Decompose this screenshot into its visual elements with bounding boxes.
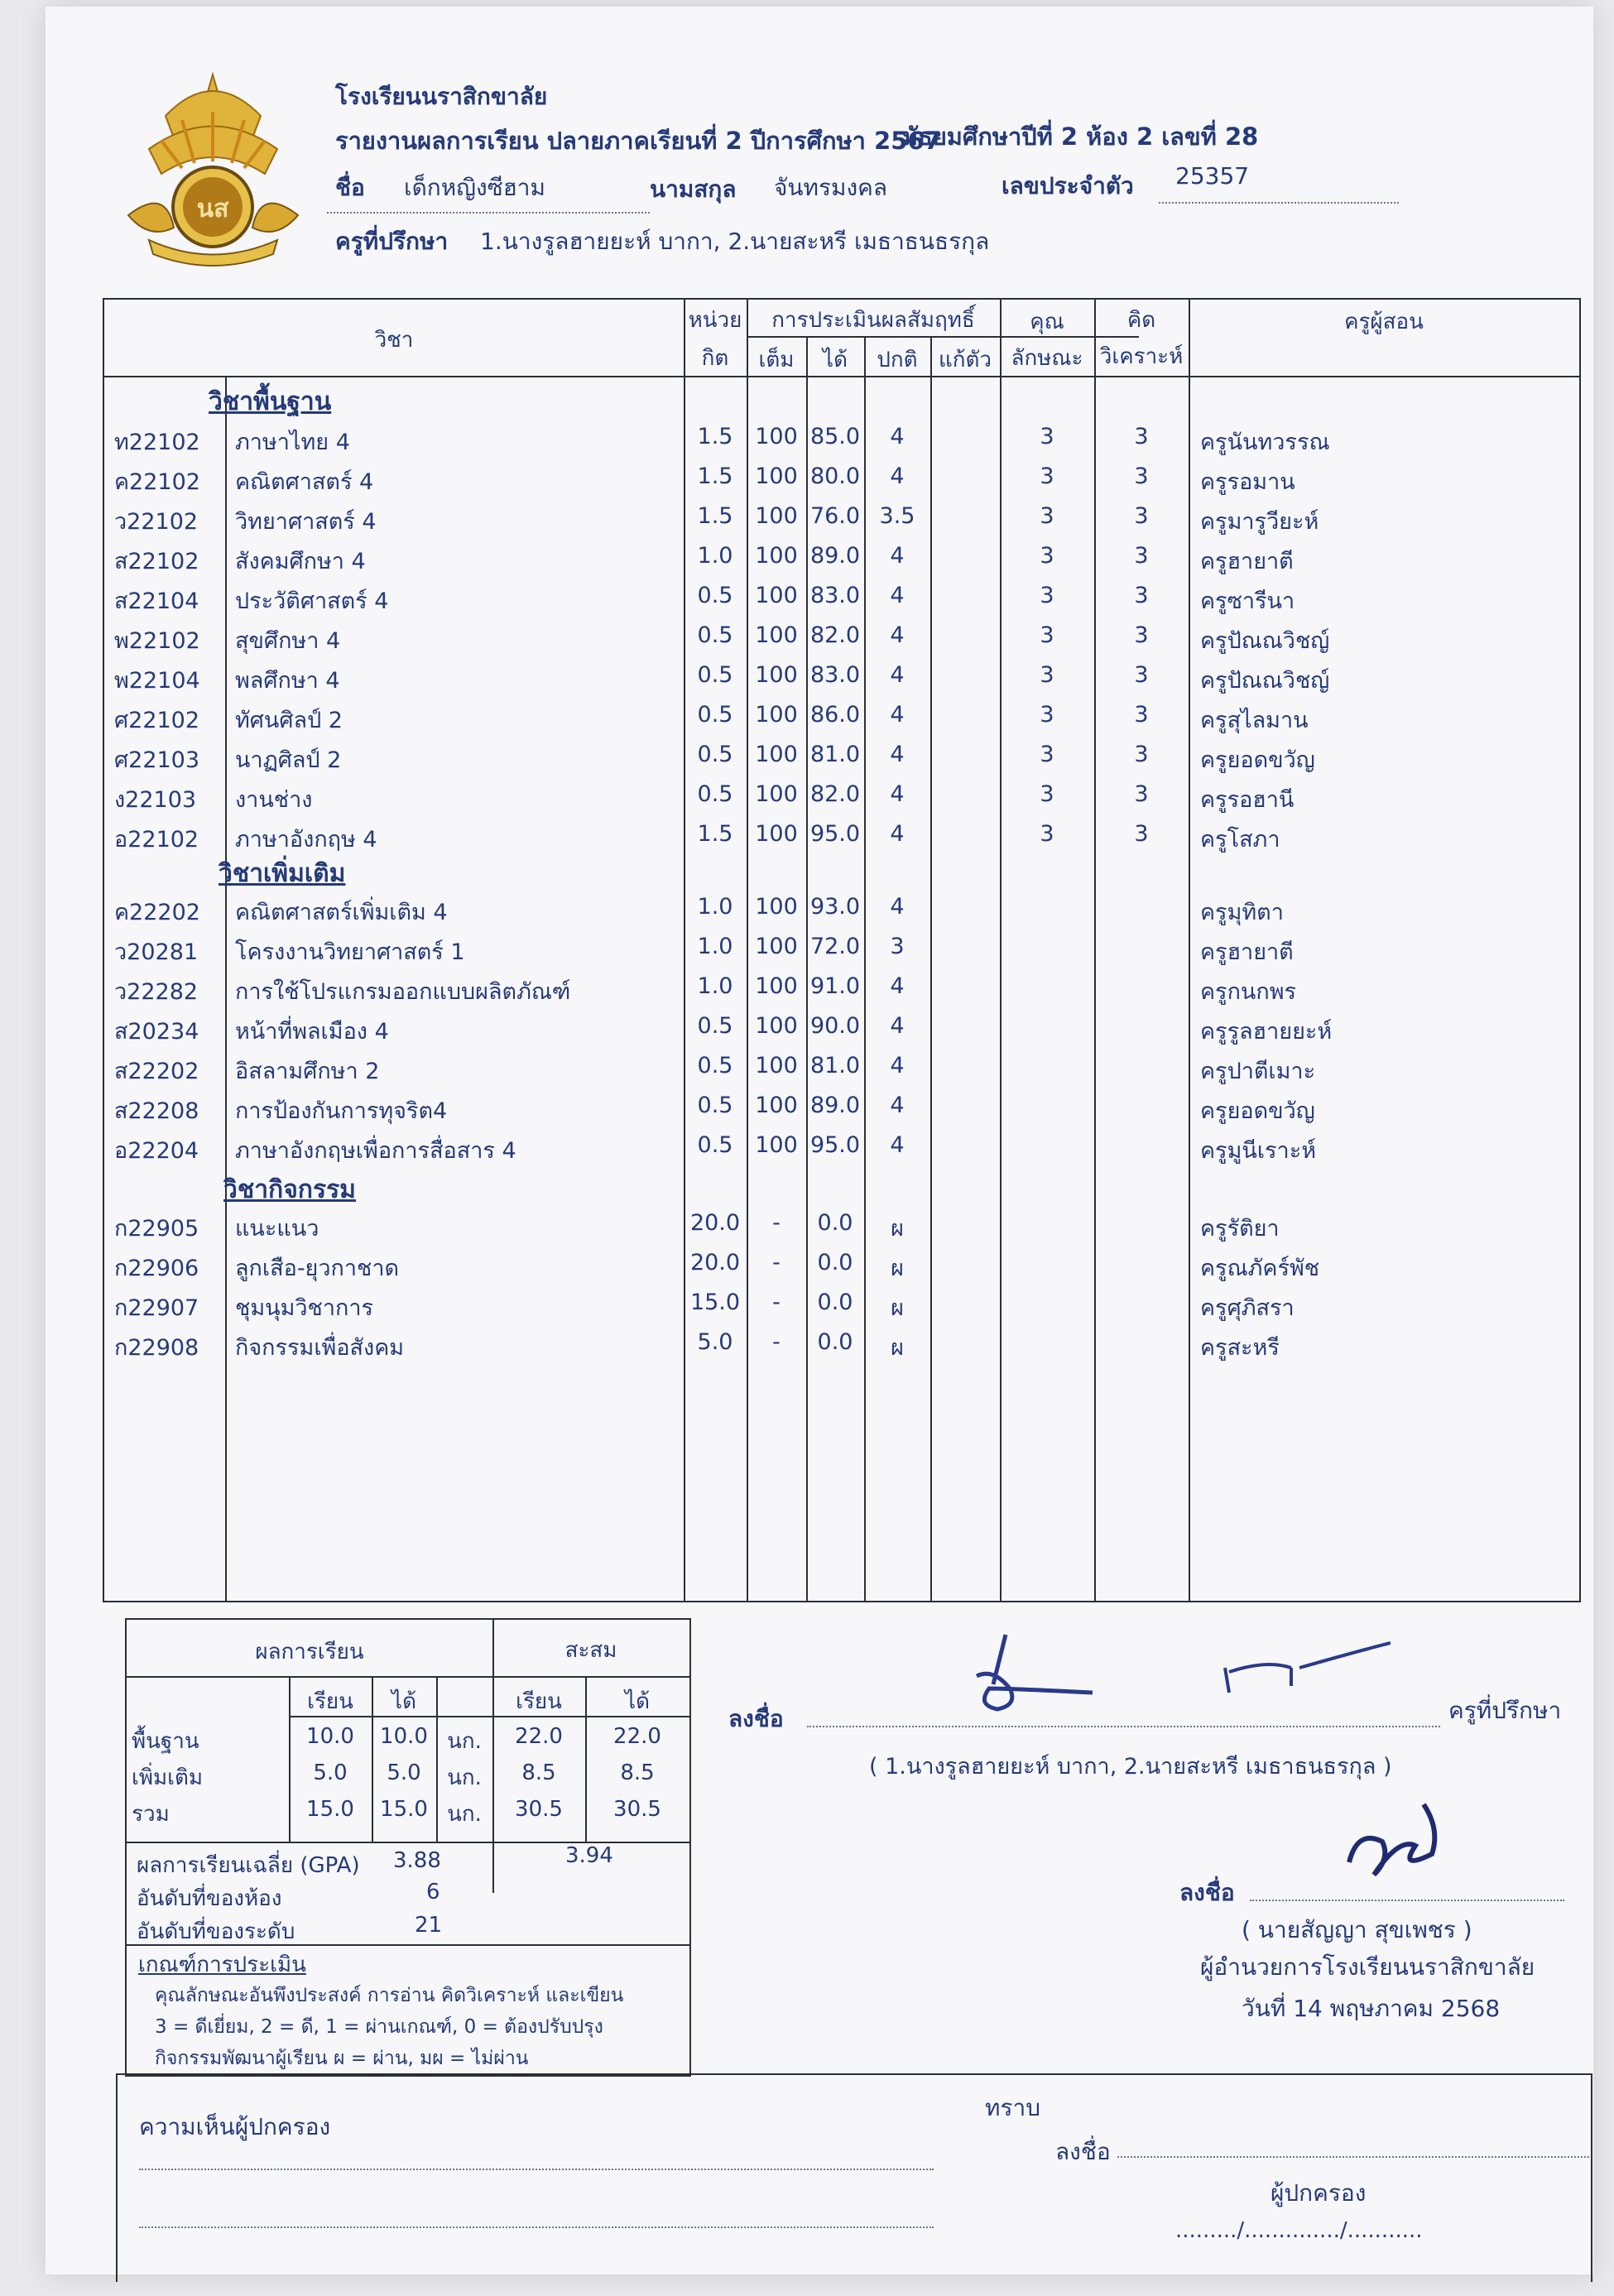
- cell-quality: 3: [1040, 702, 1054, 728]
- cell-code: ก22908: [114, 1335, 199, 1361]
- cell-full: 100: [755, 973, 798, 999]
- cell-name: วิทยาศาสตร์ 4: [235, 509, 377, 535]
- cell-think: 3: [1134, 464, 1149, 489]
- name-dotline: [327, 212, 650, 214]
- parent-comment-line-2[interactable]: [139, 2226, 934, 2228]
- got-label: ได้: [391, 1689, 416, 1714]
- cell-teacher: ครูซารีนา: [1200, 588, 1295, 614]
- cell-full: 100: [755, 1013, 798, 1039]
- summary-label: พื้นฐาน: [132, 1729, 199, 1754]
- cell-full: 100: [755, 503, 798, 529]
- cell-think: 3: [1134, 543, 1149, 569]
- summary-box: [125, 1618, 691, 2077]
- header-credit-top: หน่วย: [688, 308, 742, 333]
- cell-full: 100: [755, 821, 798, 847]
- cell-grade: 3.5: [879, 503, 915, 529]
- cell-code: อ22204: [114, 1138, 199, 1164]
- summary-unit: นก.: [447, 1729, 482, 1754]
- cell-teacher: ครูยอดขวัญ: [1200, 1098, 1315, 1124]
- parent-sign-dotline[interactable]: [1117, 2156, 1589, 2158]
- cell-think: 3: [1134, 503, 1149, 529]
- cell-credit: 20.0: [689, 1250, 741, 1275]
- summary-study: 15.0: [306, 1797, 354, 1822]
- cell-grade: 4: [890, 742, 905, 767]
- cell-name: พลศึกษา 4: [235, 668, 340, 694]
- cell-code: ส22208: [114, 1098, 199, 1124]
- quality-col-line: [1000, 300, 1002, 1601]
- cell-code: ส22202: [114, 1059, 199, 1084]
- cell-full: 100: [755, 583, 798, 608]
- cell-full: 100: [755, 662, 798, 688]
- cell-teacher: ครูฮายาตี: [1200, 939, 1294, 965]
- cell-got: 83.0: [809, 662, 861, 688]
- cell-quality: 3: [1040, 464, 1054, 489]
- cell-code: ก22906: [114, 1256, 199, 1281]
- cell-code: อ22102: [114, 827, 199, 853]
- cell-full: 100: [755, 742, 798, 767]
- cell-name: การใช้โปรแกรมออกแบบผลิตภัณฑ์: [235, 979, 571, 1005]
- cell-code: พ22104: [114, 668, 200, 694]
- cell-grade: 4: [890, 424, 905, 449]
- student-id-label: เลขประจำตัว: [1002, 172, 1134, 199]
- cell-full: -: [772, 1329, 781, 1355]
- cell-teacher: ครูณภัคร์พัช: [1200, 1256, 1320, 1281]
- level-rank-value: 21: [415, 1913, 443, 1938]
- cell-got: 95.0: [809, 821, 861, 847]
- cell-credit: 1.5: [697, 821, 733, 847]
- cell-teacher: ครูสะหรี: [1200, 1335, 1280, 1361]
- cell-quality: 3: [1040, 622, 1054, 648]
- cell-name: อิสลามศึกษา 2: [235, 1059, 380, 1084]
- section-additional: วิชาเพิ่มเติม: [219, 859, 346, 888]
- think-col-line: [1094, 300, 1096, 1601]
- cell-grade: 4: [890, 543, 905, 569]
- cell-got: 89.0: [809, 1093, 861, 1118]
- director-sign-label: ลงชื่อ: [1179, 1879, 1235, 1906]
- cell-teacher: ครูโสภา: [1200, 827, 1280, 853]
- cell-grade: ผ: [891, 1216, 904, 1242]
- level-rank-label: อันดับที่ของระดับ: [137, 1919, 295, 1944]
- summary-cum-got: 30.5: [613, 1797, 661, 1822]
- summary-got: 15.0: [380, 1797, 428, 1822]
- cell-got: 82.0: [809, 622, 861, 648]
- director-sign-dotline: [1250, 1900, 1564, 1901]
- cell-think: 3: [1134, 424, 1149, 449]
- cell-credit: 1.5: [697, 464, 733, 489]
- summary-study: 10.0: [306, 1724, 354, 1749]
- cell-full: 100: [755, 702, 798, 728]
- parent-sign-label: ลงชื่อ: [1055, 2138, 1111, 2165]
- cell-grade: ผ: [891, 1256, 904, 1281]
- cell-teacher: ครูรัติยา: [1200, 1216, 1280, 1242]
- class-rank-label: อันดับที่ของห้อง: [137, 1886, 282, 1911]
- student-name: เด็กหญิงซีฮาม: [404, 174, 545, 201]
- parent-comment-line-1[interactable]: [139, 2169, 934, 2170]
- cell-code: ท22102: [114, 430, 200, 455]
- cell-credit: 0.5: [697, 781, 733, 807]
- cell-credit: 0.5: [697, 622, 733, 648]
- cell-got: 93.0: [809, 894, 861, 920]
- teacher-col-line: [1189, 300, 1190, 1601]
- grades-table: [103, 298, 1581, 1602]
- cell-grade: 4: [890, 894, 905, 920]
- cell-full: 100: [755, 543, 798, 569]
- section-activity: วิชากิจกรรม: [223, 1175, 356, 1204]
- cell-code: พ22102: [114, 628, 200, 654]
- cell-name: ชุมนุมวิชาการ: [235, 1295, 374, 1321]
- cell-name: สุขศึกษา 4: [235, 628, 341, 654]
- cell-grade: 4: [890, 781, 905, 807]
- parent-comment-box: [116, 2073, 1592, 2282]
- cell-teacher: ครูมุทิตา: [1200, 900, 1284, 925]
- cell-code: ก22907: [114, 1295, 199, 1321]
- cell-got: 80.0: [809, 464, 861, 489]
- gpa-label: ผลการเรียนเฉลี่ย (GPA): [137, 1853, 360, 1878]
- remedial-col-line: [930, 336, 932, 1601]
- cell-credit: 0.5: [697, 583, 733, 608]
- cell-think: 3: [1134, 821, 1149, 847]
- summary-cum-study: 30.5: [515, 1797, 563, 1822]
- cell-credit: 1.5: [697, 424, 733, 449]
- cell-name: คณิตศาสตร์เพิ่มเติม 4: [235, 900, 448, 925]
- cell-quality: 3: [1040, 424, 1054, 449]
- cell-name: งานช่าง: [235, 787, 313, 813]
- cell-quality: 3: [1040, 742, 1054, 767]
- director-name: ( นายสัญญา สุขเพชร ): [1242, 1916, 1472, 1943]
- summary-title-line: [127, 1676, 689, 1678]
- header-credit-bottom: กิต: [701, 346, 729, 371]
- summary-got: 5.0: [387, 1760, 421, 1785]
- cell-teacher: ครูสุไลมาน: [1200, 708, 1309, 733]
- cell-name: ภาษาอังกฤษเพื่อการสื่อสาร 4: [235, 1138, 516, 1164]
- cell-credit: 5.0: [697, 1329, 733, 1355]
- cell-got: 0.0: [817, 1250, 853, 1275]
- cell-name: หน้าที่พลเมือง 4: [235, 1019, 389, 1045]
- cell-got: 89.0: [809, 543, 861, 569]
- header-remedial: แก้ตัว: [939, 348, 992, 372]
- header-normal: ปกติ: [877, 348, 918, 372]
- cell-got: 72.0: [809, 934, 861, 959]
- advisor-names: 1.นางรูลฮายยะห์ บากา, 2.นายสะหรี เมธาธนธรกุล: [480, 228, 990, 255]
- cell-got: 95.0: [809, 1132, 861, 1158]
- cell-code: ศ22103: [114, 747, 200, 773]
- svg-text:นส: นส: [196, 195, 229, 223]
- section-basic: วิชาพื้นฐาน: [209, 387, 332, 416]
- cell-full: 100: [755, 1053, 798, 1078]
- summary-label: เพิ่มเติม: [132, 1765, 204, 1790]
- header-assessment: การประเมินผลสัมฤทธิ์: [771, 308, 975, 333]
- cell-teacher: ครูปาตีเมาะ: [1200, 1059, 1316, 1084]
- cum-got-label: ได้: [625, 1689, 650, 1714]
- results-label: ผลการเรียน: [255, 1640, 364, 1664]
- study-label: เรียน: [307, 1689, 353, 1714]
- cell-think: 3: [1134, 622, 1149, 648]
- cell-grade: 4: [890, 583, 905, 608]
- header-think-bottom: วิเคราะห์: [1099, 344, 1184, 369]
- cell-got: 0.0: [817, 1290, 853, 1315]
- cell-think: 3: [1134, 662, 1149, 688]
- director-signature: [1341, 1796, 1448, 1887]
- cell-teacher: ครูกนกพร: [1200, 979, 1297, 1005]
- cell-credit: 0.5: [697, 1013, 733, 1039]
- header-teacher: ครูผู้สอน: [1344, 310, 1424, 334]
- cell-name: คณิตศาสตร์ 4: [235, 469, 374, 495]
- cell-name: กิจกรรมเพื่อสังคม: [235, 1335, 405, 1361]
- summary-unit: นก.: [447, 1802, 482, 1827]
- cell-full: 100: [755, 781, 798, 807]
- cell-code: ส22104: [114, 588, 199, 614]
- cell-grade: 4: [890, 973, 905, 999]
- cell-got: 81.0: [809, 742, 861, 767]
- cell-name: ประวัติศาสตร์ 4: [235, 588, 389, 614]
- advisor-names-signature: ( 1.นางรูลฮายยะห์ บากา, 2.นายสะหรี เมธาธนธรกุล ): [869, 1754, 1392, 1780]
- cell-grade: 4: [890, 464, 905, 489]
- advisor-label: ครูที่ปรึกษา: [335, 228, 449, 255]
- cell-code: ว22102: [114, 509, 199, 535]
- cell-name: สังคมศึกษา 4: [235, 549, 366, 574]
- cell-think: 3: [1134, 781, 1149, 807]
- advisor-role: ครูที่ปรึกษา: [1448, 1697, 1562, 1724]
- cell-credit: 0.5: [697, 1132, 733, 1158]
- cell-grade: 3: [890, 934, 905, 959]
- criteria-line-3: กิจกรรมพัฒนาผู้เรียน ผ = ผ่าน, มผ = ไม่ผ่าน: [155, 2048, 529, 2069]
- header-subject: วิชา: [374, 328, 414, 353]
- cell-credit: 1.0: [697, 894, 733, 920]
- cell-got: 86.0: [809, 702, 861, 728]
- cell-credit: 1.5: [697, 503, 733, 529]
- cell-teacher: ครูศุภิสรา: [1200, 1295, 1295, 1321]
- cell-name: นาฏศิลป์ 2: [235, 747, 342, 773]
- header-quality-bottom: ลักษณะ: [1011, 346, 1083, 371]
- cell-quality: 3: [1040, 821, 1054, 847]
- cell-think: 3: [1134, 702, 1149, 728]
- cell-code: ว20281: [114, 939, 199, 965]
- cell-code: ง22103: [114, 787, 197, 813]
- header-think-top: คิด: [1126, 308, 1156, 333]
- cell-grade: 4: [890, 821, 905, 847]
- cell-teacher: ครูรอมาน: [1200, 469, 1295, 495]
- cell-full: 100: [755, 464, 798, 489]
- cell-got: 0.0: [817, 1210, 853, 1236]
- report-title: รายงานผลการเรียน ปลายภาคเรียนที่ 2 ปีการศึกษา 2567: [335, 127, 941, 155]
- name-label: ชื่อ: [335, 174, 365, 201]
- advisor-signatures: [927, 1626, 1391, 1742]
- cell-code: ศ22102: [114, 708, 200, 733]
- cell-credit: 0.5: [697, 662, 733, 688]
- cell-credit: 15.0: [689, 1290, 741, 1315]
- cell-credit: 0.5: [697, 742, 733, 767]
- cell-quality: 3: [1040, 503, 1054, 529]
- cell-full: 100: [755, 934, 798, 959]
- cell-code: ส20234: [114, 1019, 199, 1045]
- summary-unit: นก.: [447, 1765, 482, 1790]
- cell-code: ว22282: [114, 979, 199, 1005]
- cell-teacher: ครูฮายาตี: [1200, 549, 1294, 574]
- cell-credit: 0.5: [697, 702, 733, 728]
- cell-got: 85.0: [809, 424, 861, 449]
- cum-gpa-value: 3.94: [565, 1843, 613, 1868]
- parent-comment-label: ความเห็นผู้ปกครอง: [139, 2113, 331, 2140]
- cell-grade: 4: [890, 1053, 905, 1078]
- header-full: เต็ม: [758, 348, 795, 372]
- cell-name: ทัศนศิลป์ 2: [235, 708, 343, 733]
- cell-name: โครงงานวิทยาศาสตร์ 1: [235, 939, 465, 965]
- cell-quality: 3: [1040, 583, 1054, 608]
- student-surname: จันทรมงคล: [774, 174, 888, 201]
- summary-cum-study: 22.0: [515, 1724, 563, 1749]
- cell-teacher: ครูมารูวียะห์: [1200, 509, 1319, 535]
- cell-name: ลูกเสือ-ยุวกาชาด: [235, 1256, 400, 1281]
- cell-got: 81.0: [809, 1053, 861, 1078]
- cell-name: ภาษาอังกฤษ 4: [235, 827, 377, 853]
- cell-grade: 4: [890, 1013, 905, 1039]
- cumulative-label: สะสม: [564, 1638, 617, 1663]
- criteria-line-1: คุณลักษณะอันพึงประสงค์ การอ่าน คิดวิเคราะห์ และเขียน: [155, 1985, 624, 2006]
- summary-cum-got: 22.0: [613, 1724, 661, 1749]
- cell-grade: 4: [890, 622, 905, 648]
- cell-grade: 4: [890, 702, 905, 728]
- summary-got: 10.0: [380, 1724, 428, 1749]
- cell-teacher: ครูมูนีเราะห์: [1200, 1138, 1317, 1164]
- cell-grade: ผ: [891, 1295, 904, 1321]
- cell-got: 90.0: [809, 1013, 861, 1039]
- header-quality-top: คุณ: [1030, 310, 1064, 334]
- cell-credit: 1.0: [697, 973, 733, 999]
- cell-credit: 0.5: [697, 1093, 733, 1118]
- cell-code: ค22102: [114, 469, 200, 495]
- id-dotline: [1159, 202, 1399, 204]
- cum-study-label: เรียน: [516, 1689, 562, 1714]
- cell-quality: 3: [1040, 781, 1054, 807]
- cell-teacher: ครูรอฮานี: [1200, 787, 1295, 813]
- cell-teacher: ครูปัณณวิชญ์: [1200, 668, 1330, 694]
- cell-got: 0.0: [817, 1329, 853, 1355]
- school-name: โรงเรียนนราสิกขาลัย: [335, 83, 548, 110]
- cell-full: 100: [755, 894, 798, 920]
- acknowledge-label: ทราบ: [985, 2094, 1040, 2121]
- school-crest-logo: [116, 70, 310, 269]
- cell-credit: 20.0: [689, 1210, 741, 1236]
- class-rank-value: 6: [426, 1880, 440, 1905]
- gpa-value: 3.88: [393, 1848, 441, 1873]
- criteria-title: เกณฑ์การประเมิน: [138, 1953, 306, 1977]
- cell-full: -: [772, 1210, 781, 1236]
- cell-full: 100: [755, 622, 798, 648]
- cell-grade: 4: [890, 662, 905, 688]
- grade-info: มัธยมศึกษาปีที่ 2 ห้อง 2 เลขที่ 28: [902, 122, 1259, 151]
- cell-code: ส22102: [114, 549, 199, 574]
- cell-full: -: [772, 1290, 781, 1315]
- cell-think: 3: [1134, 742, 1149, 767]
- director-role: ผู้อำนวยการโรงเรียนนราสิกขาลัย: [1200, 1953, 1535, 1981]
- cell-full: 100: [755, 1093, 798, 1118]
- parent-date-blank[interactable]: ........./............../...........: [1175, 2218, 1423, 2243]
- cell-code: ก22905: [114, 1216, 199, 1242]
- cell-credit: 1.0: [697, 934, 733, 959]
- report-date: วันที่ 14 พฤษภาคม 2568: [1242, 1995, 1501, 2022]
- cell-credit: 1.0: [697, 543, 733, 569]
- cell-teacher: ครูนันทวรรณ: [1200, 430, 1330, 455]
- summary-label: รวม: [132, 1802, 170, 1827]
- cell-full: 100: [755, 1132, 798, 1158]
- cell-grade: 4: [890, 1093, 905, 1118]
- advisor-sign-label: ลงชื่อ: [728, 1705, 784, 1732]
- cell-got: 91.0: [809, 973, 861, 999]
- cell-credit: 0.5: [697, 1053, 733, 1078]
- cell-name: การป้องกันการทุจริต4: [235, 1098, 448, 1124]
- student-id: 25357: [1175, 162, 1250, 190]
- summary-study: 5.0: [313, 1760, 348, 1785]
- cell-got: 83.0: [809, 583, 861, 608]
- cell-quality: 3: [1040, 543, 1054, 569]
- cell-teacher: ครูรูลฮายยะห์: [1200, 1019, 1333, 1045]
- cell-grade: 4: [890, 1132, 905, 1158]
- surname-label: นามสกุล: [650, 175, 737, 203]
- summary-cum-got: 8.5: [620, 1760, 655, 1785]
- cell-quality: 3: [1040, 662, 1054, 688]
- cell-full: -: [772, 1250, 781, 1275]
- cell-teacher: ครูปัณณวิชญ์: [1200, 628, 1330, 654]
- cell-think: 3: [1134, 583, 1149, 608]
- cell-code: ค22202: [114, 900, 200, 925]
- summary-cum-study: 8.5: [521, 1760, 556, 1785]
- cell-full: 100: [755, 424, 798, 449]
- cell-grade: ผ: [891, 1335, 904, 1361]
- cell-got: 82.0: [809, 781, 861, 807]
- cell-got: 76.0: [809, 503, 861, 529]
- parent-role: ผู้ปกครอง: [1271, 2179, 1367, 2207]
- criteria-line-2: 3 = ดีเยี่ยม, 2 = ดี, 1 = ผ่านเกณฑ์, 0 = ต้องปรับปรุง: [155, 2016, 603, 2038]
- header-got: ได้: [823, 348, 848, 372]
- cell-name: แนะแนว: [235, 1216, 319, 1242]
- cell-teacher: ครูยอดขวัญ: [1200, 747, 1315, 773]
- cell-name: ภาษาไทย 4: [235, 430, 350, 455]
